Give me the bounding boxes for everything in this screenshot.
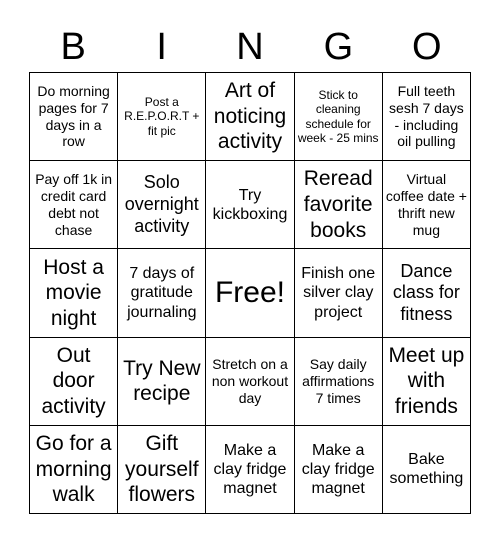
bingo-cell-r2c2[interactable]: Solo overnight activity <box>118 161 206 249</box>
bingo-cell-r1c4[interactable]: Stick to cleaning schedule for week - 25 mins <box>295 73 383 161</box>
bingo-cell-r5c1[interactable]: Go for a morning walk <box>30 426 118 514</box>
bingo-cell-r1c2[interactable]: Post a R.E.P.O.R.T + fit pic <box>118 73 206 161</box>
bingo-cell-r4c4[interactable]: Say daily affirmations 7 times <box>295 338 383 426</box>
bingo-cell-r2c5[interactable]: Virtual coffee date + thrift new mug <box>383 161 471 249</box>
header-letter-o: O <box>412 26 442 68</box>
header-letter-b: B <box>60 26 86 68</box>
bingo-cell-r1c5[interactable]: Full teeth sesh 7 days - including oil pulling <box>383 73 471 161</box>
bingo-cell-r5c5[interactable]: Bake something <box>383 426 471 514</box>
header-letter-g: G <box>323 26 354 68</box>
header-letter-i: I <box>156 26 167 68</box>
bingo-card-grid <box>29 72 471 514</box>
bingo-cell-r3c5[interactable]: Dance class for fitness <box>383 249 471 337</box>
bingo-cell-r1c1[interactable]: Do morning pages for 7 days in a row <box>30 73 118 161</box>
bingo-cell-r2c3[interactable]: Try kickboxing <box>206 161 294 249</box>
bingo-cell-r4c1[interactable]: Out door activity <box>30 338 118 426</box>
bingo-cell-r3c4[interactable]: Finish one silver clay project <box>295 249 383 337</box>
bingo-cell-r5c3[interactable]: Make a clay fridge magnet <box>206 426 294 514</box>
bingo-cell-r5c2[interactable]: Gift yourself flowers <box>118 426 206 514</box>
bingo-cell-r4c5[interactable]: Meet up with friends <box>383 338 471 426</box>
bingo-cell-r1c3[interactable]: Art of noticing activity <box>206 73 294 161</box>
bingo-cell-free[interactable]: Free! <box>206 249 294 337</box>
bingo-header <box>29 22 471 72</box>
bingo-cell-r4c3[interactable]: Stretch on a non workout day <box>206 338 294 426</box>
bingo-cell-r5c4[interactable]: Make a clay fridge magnet <box>295 426 383 514</box>
bingo-cell-r3c2[interactable]: 7 days of gratitude journaling <box>118 249 206 337</box>
bingo-cell-r4c2[interactable]: Try New recipe <box>118 338 206 426</box>
bingo-cell-r3c1[interactable]: Host a movie night <box>30 249 118 337</box>
bingo-cell-r2c1[interactable]: Pay off 1k in credit card debt not chase <box>30 161 118 249</box>
header-letter-n: N <box>236 26 264 68</box>
bingo-cell-r2c4[interactable]: Reread favorite books <box>295 161 383 249</box>
